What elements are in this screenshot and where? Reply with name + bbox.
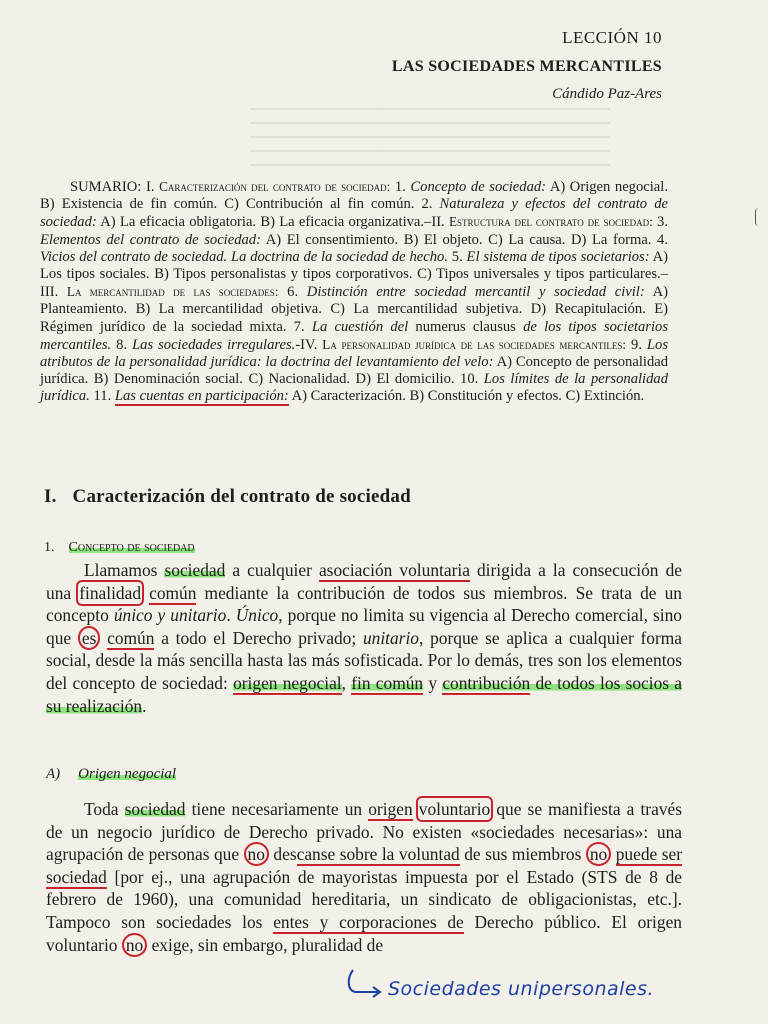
summary-part: Los atributos de la personalidad jurídica: la doctrina del levantamiento del velo: [40, 336, 669, 371]
text-run: [por ej., una agrupación de mayoristas impuesta por el Estado (STS de 8 de febrero de 1960), una comunidad hereditaria, un sindicato de obligacionistas, etc.]. Tampoco son sociedades los [46, 866, 682, 932]
handwritten-note: Sociedades unipersonales. [388, 978, 655, 1000]
underlined-text: origen [368, 799, 413, 819]
summary-part: 8. [116, 336, 128, 353]
summary-part: de los tipos societarios mercantiles. [40, 318, 668, 353]
text-run: , [341, 672, 352, 693]
summary-part: Estructura del contrato de sociedad: [449, 214, 653, 230]
italic-text: unitario [362, 627, 419, 648]
highlighted-text: sociedad [124, 799, 186, 819]
text-run: des [268, 844, 297, 865]
circled-text: no [244, 842, 269, 866]
summary-part: Distinción entre sociedad mercantil y sociedad civil: [306, 284, 645, 301]
summary-part: El sistema de tipos societarios: [466, 248, 650, 265]
lesson-title: LAS SOCIEDADES MERCANTILES [391, 58, 662, 75]
summary-label: SUMARIO: [70, 179, 142, 195]
text-run: y [423, 672, 443, 693]
subsection-number: 1. [44, 540, 55, 555]
text-run: Llamamos [84, 560, 165, 580]
underlined-text: entes y corporaciones de [273, 911, 464, 932]
highlighted-text: contribución [442, 672, 531, 693]
circled-text: no [586, 842, 611, 866]
summary-part: I. [145, 179, 155, 195]
summary-part: 3. [657, 214, 668, 231]
margin-mark [755, 208, 762, 226]
text-run: dirigida a la consecución de una [46, 560, 682, 603]
summary-part: 11. [93, 388, 112, 405]
boxed-text: finalidad [79, 582, 142, 603]
summary-part: La mercantilidad de las sociedades: [66, 284, 279, 300]
section-heading [44, 486, 411, 508]
summary-part: A) Caracterización. B) Constitución y efectos. C) Extinción. [291, 388, 645, 405]
italic-text: único y unitario [113, 605, 227, 626]
underlined-text: puede ser sociedad [46, 844, 683, 887]
summary-block [40, 178, 668, 406]
summary-part: Vicios del contrato de sociedad. La doctrina de la sociedad de hecho. [40, 248, 448, 265]
highlighted-text: fin común [351, 672, 424, 693]
subsection-title: Concepto de sociedad [68, 540, 195, 555]
text-run: que se manifiesta a través de un negocio jurídico de Derecho privado. No existen «sociedades necesarias»: una agrupación de personas que [46, 799, 683, 865]
section-number: I. [44, 486, 57, 507]
text-run: de sus miembros [459, 844, 586, 865]
text-run: , porque se aplica a cualquier forma social, desde la más sencilla hasta las más sofisticada. Por lo demás, tres son los elementos del concepto de sociedad: [46, 627, 683, 693]
text-run: exige, sin embargo, pluralidad de [147, 934, 384, 955]
summary-part: Concepto de sociedad: [410, 179, 547, 195]
underlined-text: común [149, 582, 197, 603]
summary-part: A) Los tipos sociales. B) Tipos personalistas y tipos corporativos. C) Tipos universales y tipos particulares.–III. [40, 248, 668, 301]
author-name: Cándido Paz-Ares [552, 86, 662, 102]
summary-part: Elementos del contrato de sociedad: [40, 231, 261, 248]
text-run: mediante la contribución de todos sus miembros. Se trata de un concepto [46, 582, 682, 626]
subsection-heading [44, 540, 195, 556]
text-run: a cualquier [225, 560, 319, 580]
section-title: Caracterización del contrato de sociedad [72, 486, 411, 507]
underlined-text: asociación voluntaria [318, 560, 470, 580]
text-run [413, 799, 419, 819]
handwritten-arrow-icon [345, 968, 385, 998]
lesson-number: LECCIÓN 10 [562, 28, 662, 47]
summary-part: La personalidad jurídica de las sociedades mercantiles: [322, 336, 627, 352]
italic-text: Único [235, 605, 279, 626]
text-run: . [142, 695, 147, 716]
summary-part: A) Planteamiento. B) La mercantilidad objetiva. C) La mercantilidad subjetiva. D) Recapitulación. E) Régimen jurídico de la sociedad mixta. 7. [40, 284, 668, 335]
summary-part: 9. [631, 336, 642, 353]
text-run: . [226, 605, 236, 626]
underlined-text: común [107, 627, 155, 648]
subheading-title: Origen negocial [78, 766, 177, 782]
summary-part: La cuestión del [311, 318, 409, 335]
summary-part: 1. [394, 179, 406, 195]
summary-part: 6. [287, 284, 299, 301]
summary-part: 5. [451, 248, 463, 265]
text-run: Derecho público. El origen voluntario [46, 911, 682, 955]
bleed-through-text [250, 108, 610, 168]
summary-part: A) Origen negocial. B) Existencia de fin común. C) Contribución al fin común. 2. [40, 179, 668, 213]
circled-text: no [122, 933, 147, 957]
summary-part: -IV. [295, 336, 318, 353]
summary-part: Los límites de la personalidad jurídica. [40, 371, 669, 405]
text-run: Toda [84, 799, 125, 819]
subheading-label: A) [46, 766, 61, 782]
summary-part: Las cuentas en participación: [114, 388, 289, 405]
summary-part: A) La eficacia obligatoria. B) La eficacia organizativa.–II. [100, 214, 445, 231]
text-run [141, 583, 149, 603]
lesson-header [392, 28, 662, 103]
highlighted-text: origen negocial [233, 672, 342, 693]
paragraph-concepto [46, 559, 682, 717]
text-run: a todo el Derecho privado; [154, 627, 363, 648]
summary-part: Las sociedades irregulares. [132, 336, 296, 353]
highlighted-text: de todos los socios a su realización [46, 672, 683, 716]
subheading-origen-negocial [46, 766, 176, 783]
circled-text: es [78, 626, 101, 650]
underlined-text: canse sobre la [296, 844, 399, 865]
highlighted-text: sociedad [164, 560, 226, 580]
underlined-text: voluntad [398, 844, 460, 865]
summary-part: Caracterización del contrato de sociedad: [159, 179, 391, 194]
summary-part: A) Concepto de personalidad jurídica. B) Denominación social. C) Nacionalidad. D) El domicilio. 10. [40, 354, 669, 388]
text-run: , porque no limita su vigencia al Derecho comercial, sino que [46, 605, 682, 648]
summary-part: A) El consentimiento. B) El objeto. C) La causa. D) La forma. 4. [265, 231, 668, 248]
boxed-text: voluntario [418, 799, 491, 819]
text-run: tiene necesariamente un [185, 799, 369, 819]
paragraph-origen [46, 798, 682, 956]
summary-part: Naturaleza y efectos del contrato de sociedad: [40, 196, 668, 231]
summary-part: numerus clausus [415, 318, 516, 335]
